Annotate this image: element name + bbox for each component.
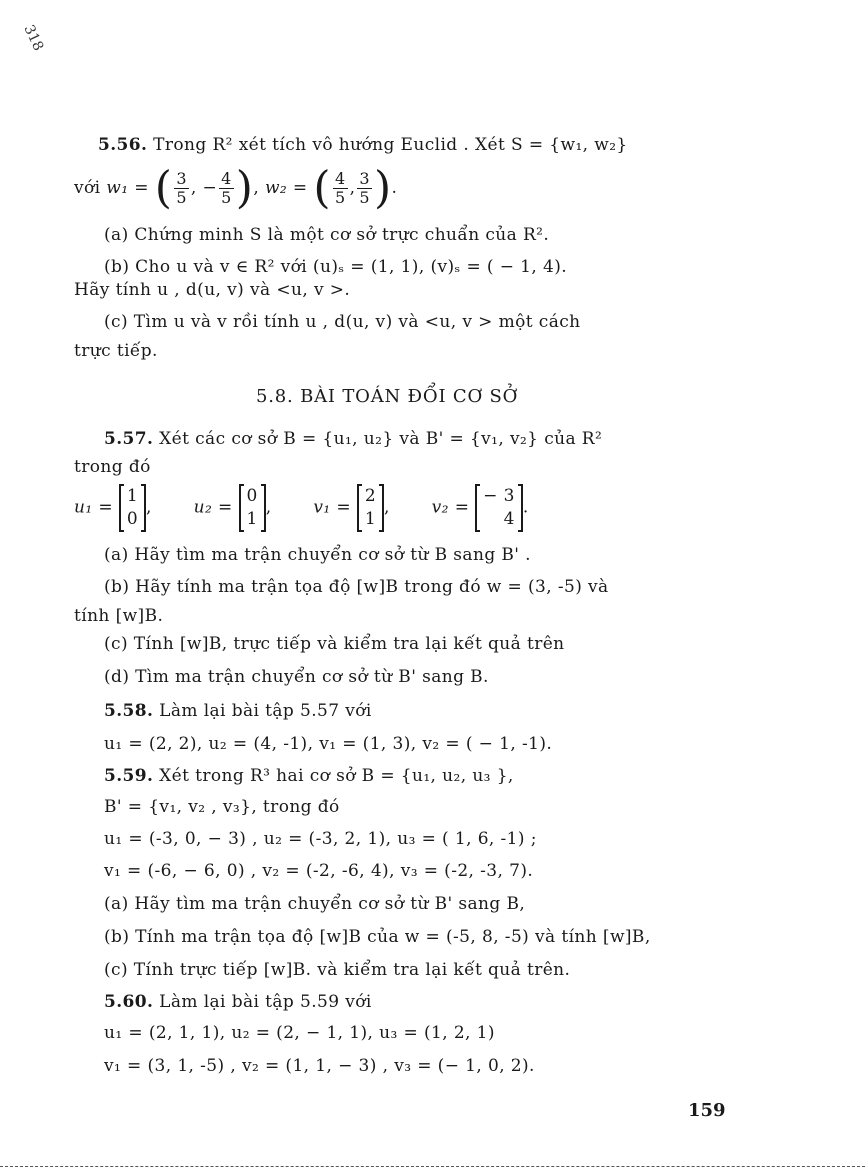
ex-5-59-line3: u₁ = (-3, 0, − 3) , u₂ = (-3, 2, 1), u₃ = ( 1, 6, -1) ; [104, 829, 537, 849]
ex-5-56-line1 [98, 134, 628, 156]
ex-5-56-vectors: với w₁ = ( $\frac{3}{5}$ , − $\frac{4}{5}$ ), w₂ = ( $\frac{4}{5}$ , $\frac{3}{5}$ ). [74, 162, 398, 214]
vector-v2: v₂ = − 3 4 . [432, 484, 529, 532]
ex-5-57-vectors [74, 484, 565, 532]
ex-5-60-line1 [104, 991, 372, 1013]
ex-5-57-c: (c) Tính [w]B, trực tiếp và kiểm tra lại kết quả trên [104, 634, 565, 654]
bottom-rule [0, 1166, 865, 1167]
w1-open-paren: ( [154, 162, 173, 214]
ex-5-59-number: 5.59. [104, 766, 154, 786]
vector-u2: u₂ = 0 1 , [194, 484, 272, 532]
ex-5-59-statement: Xét trong R³ hai cơ sở B = {u₁, u₂, u₃ }, [159, 766, 514, 786]
ex-5-59-a: (a) Hãy tìm ma trận chuyển cơ sở từ B' sang B, [104, 894, 526, 914]
ex-5-56-c1: (c) Tìm u và v rồi tính u , d(u, v) và <u, v > một cách [104, 312, 581, 332]
w2-label: w₂ = [264, 178, 308, 198]
w1-close-paren: ) [235, 162, 254, 214]
ex-5-57-a: (a) Hãy tìm ma trận chuyển cơ sở từ B sang B' . [104, 545, 531, 565]
ex-5-57-b2: tính [w]B. [74, 606, 164, 626]
ex-5-56-b1: (b) Cho u và v ∈ R² với (u)ₛ = (1, 1), (v)ₛ = ( − 1, 4). [104, 257, 568, 277]
ex-5-60-number: 5.60. [104, 992, 154, 1012]
w2-close-paren: ) [373, 162, 392, 214]
ex-5-58-number: 5.58. [104, 701, 154, 721]
w2-open-paren: ( [313, 162, 331, 214]
ex-5-58-line1 [104, 700, 372, 722]
ex-5-57-line1 [104, 428, 602, 450]
w2-frac-a: $\frac{4}{5}$ [334, 169, 346, 207]
ex-5-57-d: (d) Tìm ma trận chuyển cơ sở từ B' sang B. [104, 667, 489, 687]
ex-5-59-line1 [104, 765, 514, 787]
vector-u1: u₁ = 1 0 , [74, 484, 152, 532]
ex-5-58-line2: u₁ = (2, 2), u₂ = (4, -1), v₁ = (1, 3), v₂ = ( − 1, -1). [104, 734, 553, 754]
corner-mark: 318 [20, 22, 47, 54]
ex-5-60-line3: v₁ = (3, 1, -5) , v₂ = (1, 1, − 3) , v₃ = (− 1, 0, 2). [104, 1056, 535, 1076]
ex-5-58-statement: Làm lại bài tập 5.57 với [159, 701, 372, 721]
ex-5-57-statement: Xét các cơ sở B = {u₁, u₂} và B' = {v₁, v₂} của R² [159, 429, 603, 449]
w1-frac-b: $\frac{4}{5}$ [221, 169, 232, 207]
w1-label: w₁ = [106, 178, 149, 198]
ex-5-57-b1: (b) Hãy tính ma trận tọa độ [w]B trong đó w = (3, -5) và [104, 577, 609, 597]
ex-5-59-b: (b) Tính ma trận tọa độ [w]B của w = (-5, 8, -5) và tính [w]B, [104, 927, 651, 947]
ex-5-56-statement: Trong R² xét tích vô hướng Euclid . Xét S = {w₁, w₂} [153, 135, 628, 155]
ex-5-56-c2: trực tiếp. [74, 341, 158, 361]
ex-5-59-c: (c) Tính trực tiếp [w]B. và kiểm tra lại kết quả trên. [104, 960, 571, 980]
ex-5-57-line2: trong đó [74, 457, 151, 477]
vector-v1: v₁ = 2 1 , [313, 484, 390, 532]
ex-5-59-line4: v₁ = (-6, − 6, 0) , v₂ = (-2, -6, 4), v₃ = (-2, -3, 7). [104, 861, 534, 881]
ex-5-56-b2: Hãy tính u , d(u, v) và <u, v >. [74, 280, 351, 300]
section-title: 5.8. BÀI TOÁN ĐỔI CƠ SỞ [256, 386, 519, 407]
ex-5-60-line2: u₁ = (2, 1, 1), u₂ = (2, − 1, 1), u₃ = (1, 2, 1) [104, 1023, 495, 1043]
page-number: 159 [688, 1100, 726, 1121]
ex-5-56-a: (a) Chứng minh S là một cơ sở trực chuẩn của R². [104, 225, 550, 245]
ex-5-60-statement: Làm lại bài tập 5.59 với [159, 992, 372, 1012]
ex-5-57-number: 5.57. [104, 429, 154, 449]
ex-5-56-voi: với [74, 178, 101, 198]
ex-5-56-number: 5.56. [98, 135, 148, 155]
w1-frac-a: $\frac{3}{5}$ [176, 169, 187, 207]
w2-frac-b: $\frac{3}{5}$ [359, 169, 370, 207]
ex-5-59-line2: B' = {v₁, v₂ , v₃}, trong đó [104, 797, 340, 817]
